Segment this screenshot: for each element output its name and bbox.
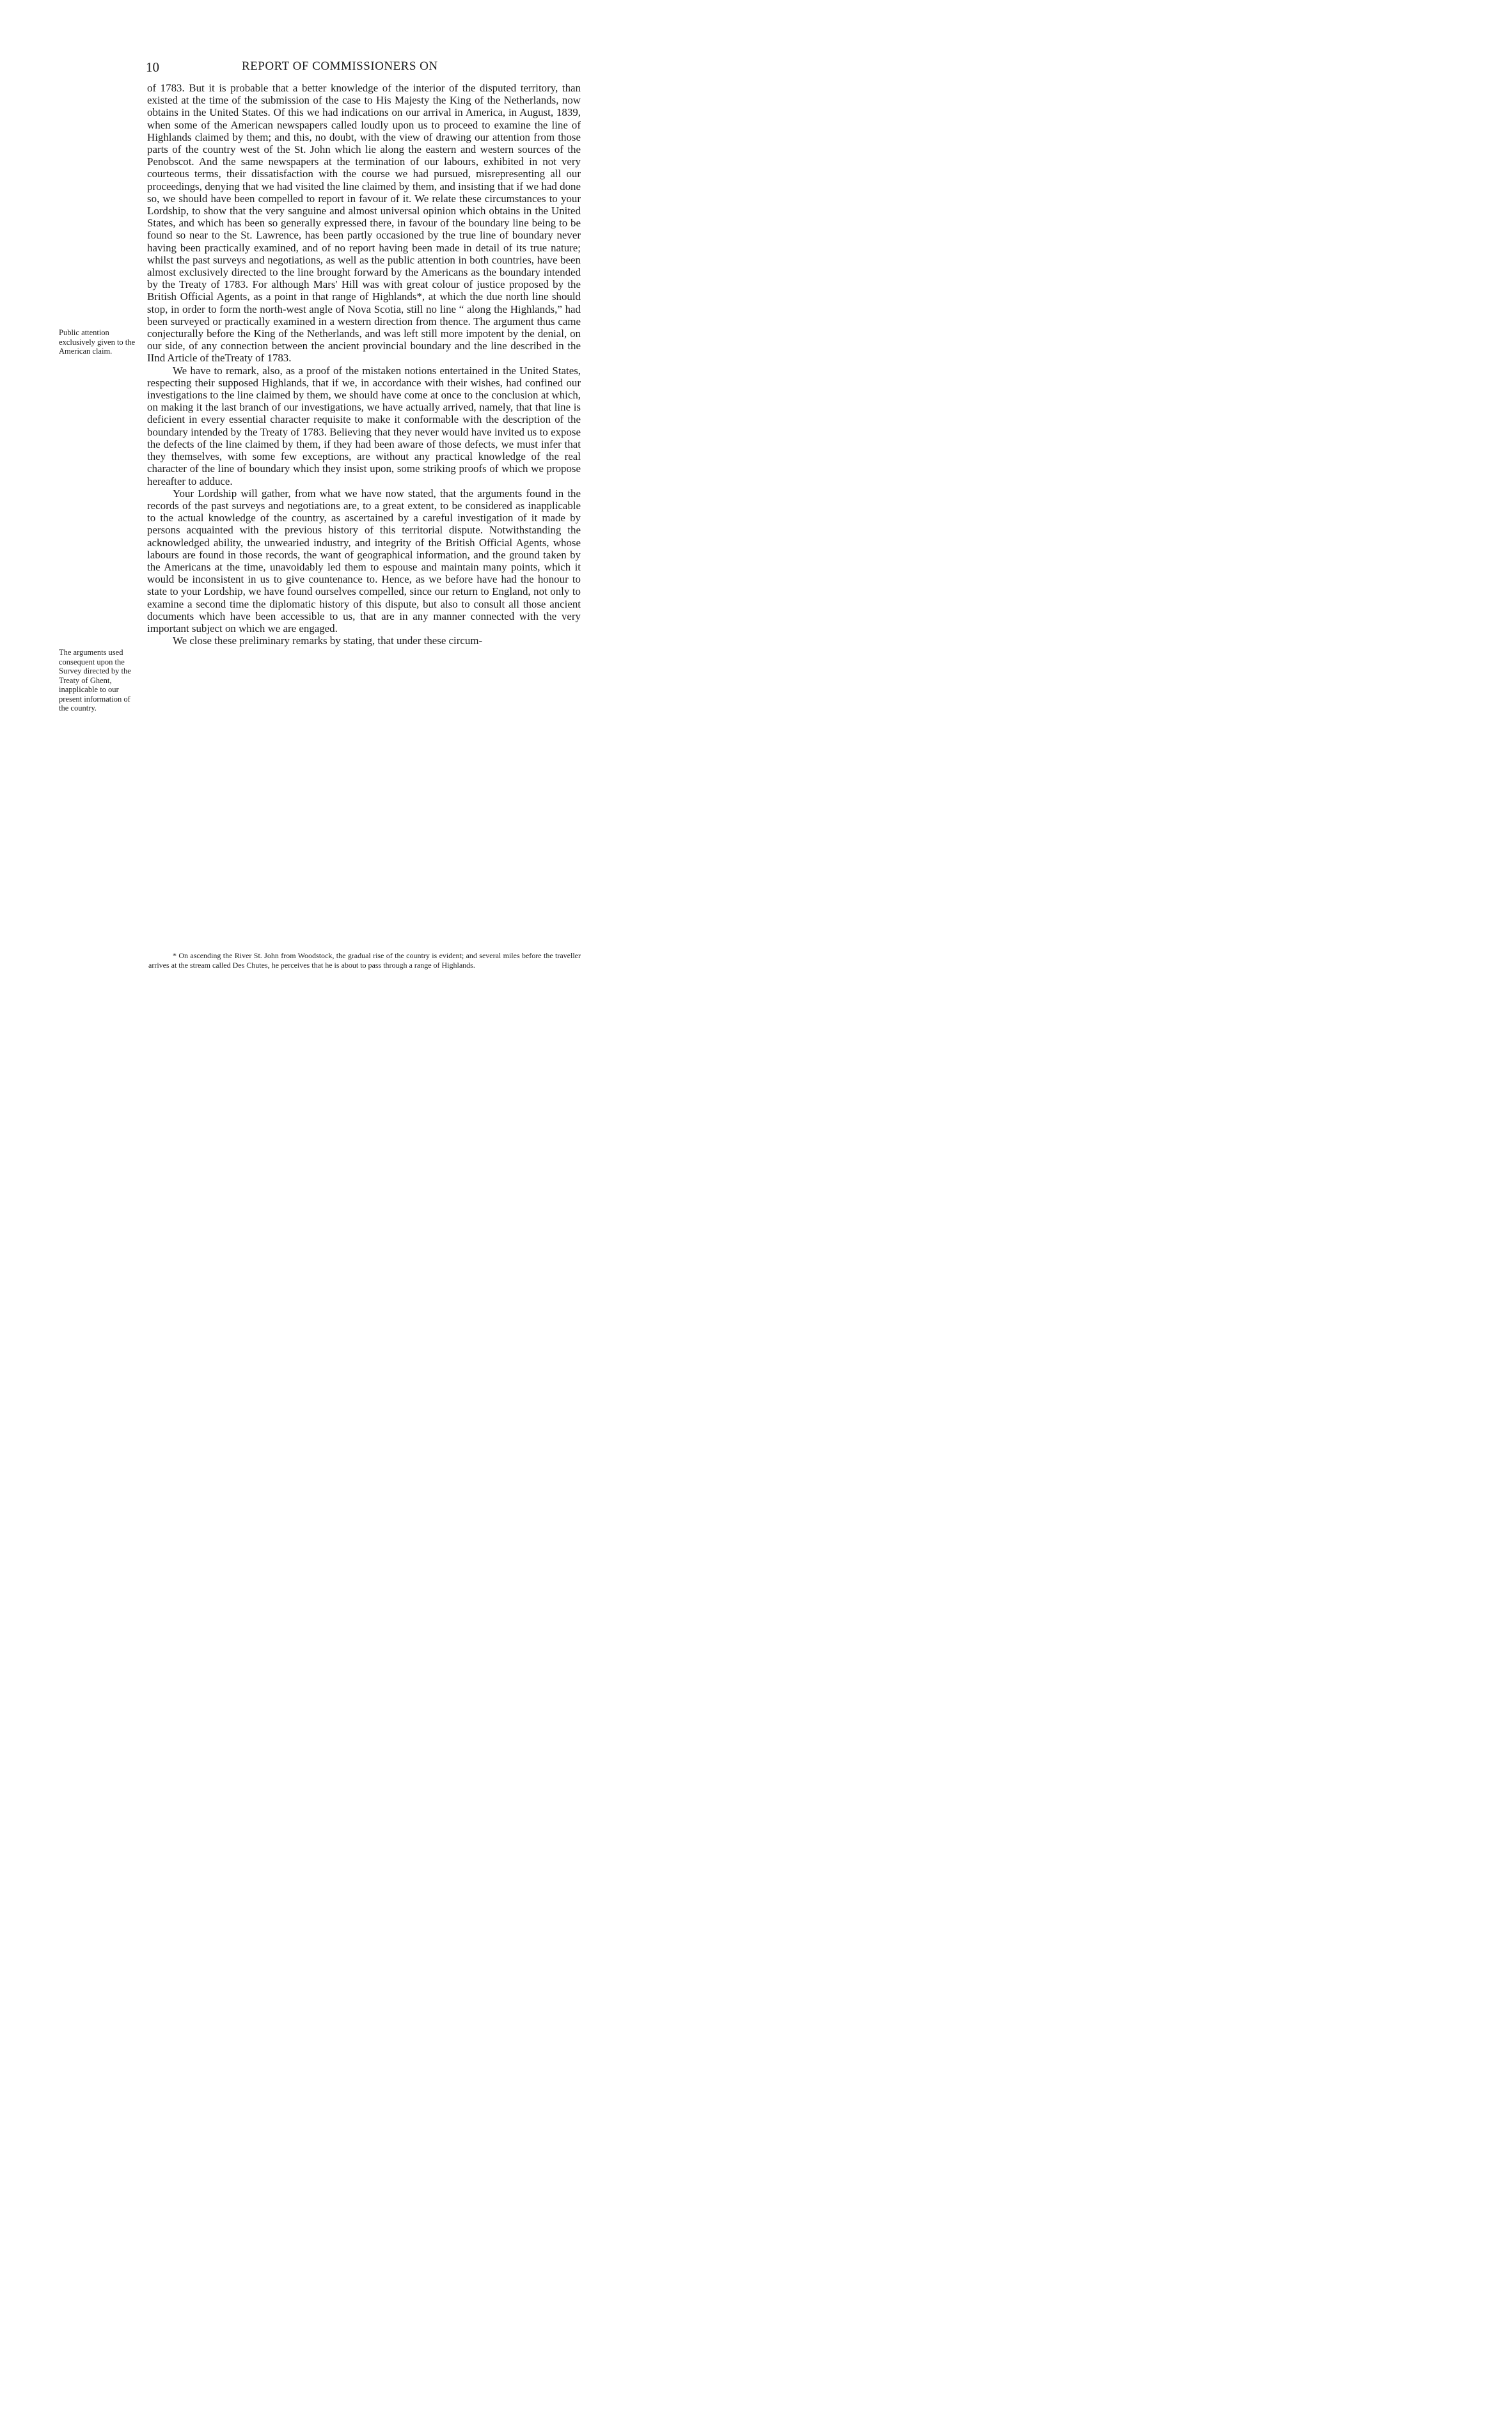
page-number: 10 <box>146 59 159 75</box>
footnote-text: * On ascending the River St. John from Woodstock, the gradual rise of the country is evident; and several miles before the traveller arrives at the stream called Des Chutes, he perceives that he is about to pass through a range of Highlands. <box>148 951 581 970</box>
margin-note-arguments: The arguments used consequent upon the Survey directed by the Treaty of Ghent, inapplicable to our present information of the country. <box>59 648 131 713</box>
margin-note-public-attention: Public attention exclusively given to the American claim. <box>59 328 136 356</box>
paragraph-continuation: of 1783. But it is probable that a better knowledge of the interior of the disputed territory, than existed at the time of the submission of the case to His Majesty the King of the Netherlands, now obtains in the United States. Of this we had indications on our arrival in America, in August, 1839, when some of the American newspapers called loudly upon us to proceed to examine the line of Highlands claimed by them; and this, no doubt, with the view of drawing our attention from those parts of the country west of the St. John which lie along the eastern and western sources of the Penobscot. And the same newspapers at the termination of our labours, exhibited in not very courteous terms, their dissatisfaction with the course we had pursued, misrepresenting all our proceedings, denying that we had visited the line claimed by them, and insisting that if we had done so, we should have been compelled to report in favour of it. We relate these circumstances to your Lordship, to show that the very sanguine and almost universal opinion which obtains in the United States, and which has been so generally expressed there, in favour of the boundary line being to be found so near to the St. Lawrence, has been partly occasioned by the true line of boundary never having been practically examined, and of no report having been made in detail of its true nature; whilst the past surveys and negotiations, as well as the public attention in both countries, have been almost exclusively directed to the line brought forward by the Americans as the boundary intended by the Treaty of 1783. For although Mars' Hill was with great colour of justice proposed by the British Official Agents, as a point in that range of Highlands*, at which the due north line should stop, in order to form the north-west angle of Nova Scotia, still no line “ along the Highlands,” had been surveyed or practically examined in a western direction from thence. The argument thus came conjecturally before the King of the Netherlands, and was left still more impotent by the denial, on our side, of any connection between the ancient provincial boundary and the line described in the IInd Article of theTreaty of 1783. <box>147 82 581 365</box>
body-text <box>147 82 581 647</box>
running-title: REPORT OF COMMISSIONERS ON <box>242 59 438 73</box>
paragraph-closing-remarks: We close these preliminary remarks by stating, that under these circum- <box>173 634 483 647</box>
paragraph-your-lordship: Your Lordship will gather, from what we have now stated, that the arguments found in the records of the past surveys and negotiations are, to a great extent, to be considered as inapplicable to the actual knowledge of the country, as ascertained by a careful investigation of it made by persons acquainted with the previous history of this territorial dispute. Notwithstanding the acknowledged ability, the unwearied industry, and integrity of the British Official Agents, whose labours are found in those records, the want of geographical information, and the ground taken by the Americans at the time, unavoidably led them to espouse and maintain many points, which it would be inconsistent in us to give countenance to. Hence, as we before have had the honour to state to your Lordship, we have found ourselves compelled, since our return to England, not only to examine a second time the diplomatic history of this dispute, but also to consult all those ancient documents which have been accessible to us, that are in any manner connected with the very important subject on which we are engaged. <box>147 487 581 634</box>
paragraph-mistaken-notions: We have to remark, also, as a proof of the mistaken notions entertained in the United States, respecting their supposed Highlands, that if we, in accordance with their wishes, had confined our investigations to the line claimed by them, we should have come at once to the conclusion at which, on making it the last branch of our investigations, we have actually arrived, namely, that that line is deficient in every essential character requisite to make it conformable with the description of the boundary intended by the Treaty of 1783. Believing that they never would have invited us to expose the defects of the line claimed by them, if they had been aware of those defects, we must infer that they themselves, with some few exceptions, are without any practical knowledge of the real character of the line of boundary which they insist upon, some striking proofs of which we propose hereafter to adduce. <box>147 364 581 487</box>
footnote <box>148 951 581 970</box>
